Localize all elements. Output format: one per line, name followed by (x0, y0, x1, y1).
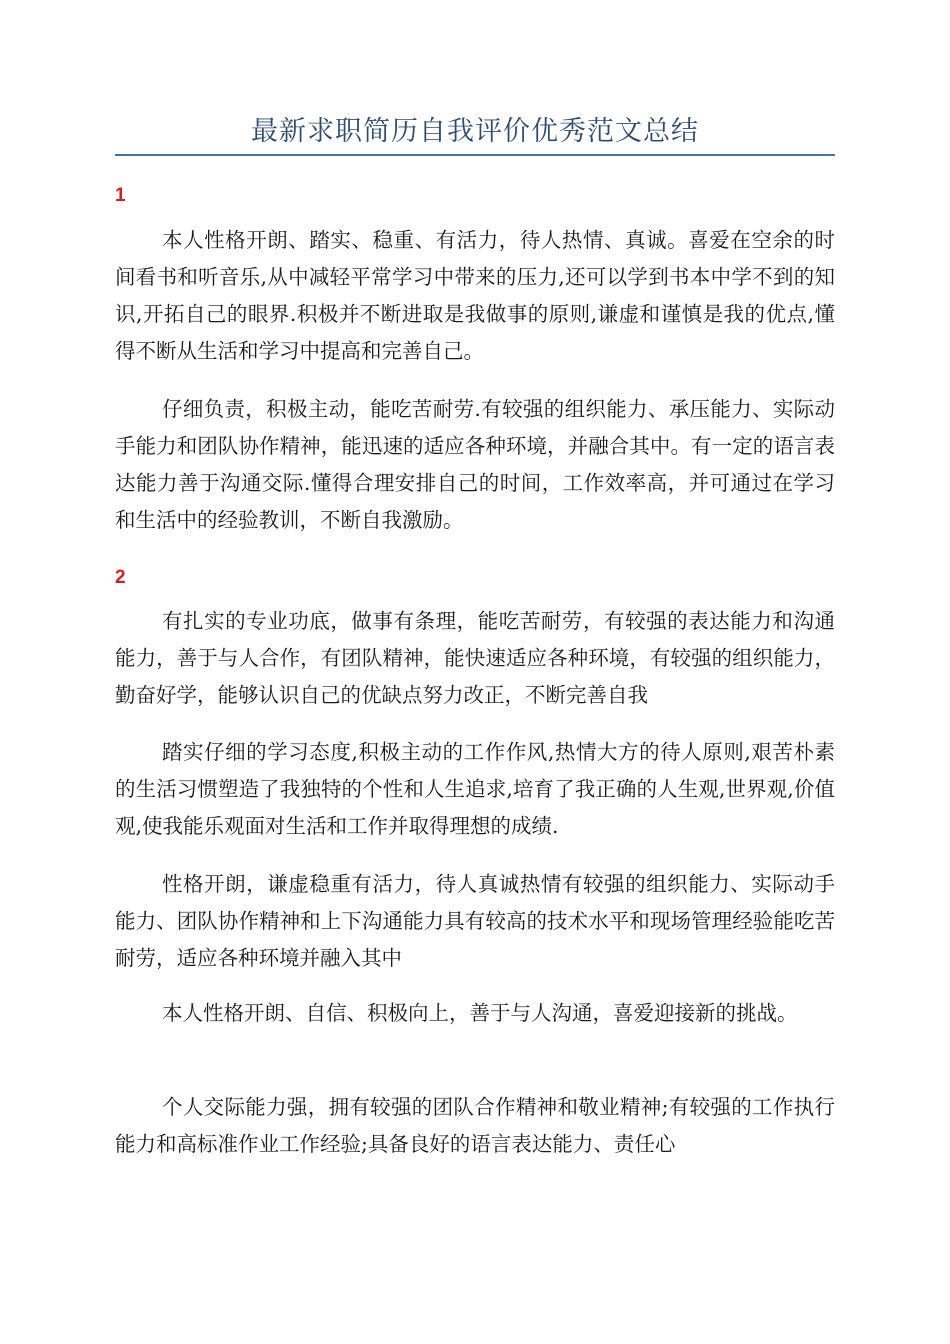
section-1-paragraph-1: 本人性格开朗、踏实、稳重、有活力，待人热情、真诚。喜爱在空余的时间看书和听音乐,从中减轻平常学习中带来的压力,还可以学到书本中学不到的知识,开拓自己的眼界.积极并不断进取是我做事的原则,谦虚和谨慎是我的优点,懂得不断从生活和学习中提高和完善自己。 (115, 228, 835, 363)
section-1-paragraph-2: 仔细负责，积极主动，能吃苦耐劳.有较强的组织能力、承压能力、实际动手能力和团队协作精神，能迅速的适应各种环境，并融合其中。有一定的语言表达能力善于沟通交际.懂得合理安排自己的时间，工作效率高，并可通过在学习和生活中的经验教训，不断自我激励。 (115, 397, 835, 532)
section-number-1: 1 (115, 185, 126, 206)
section-2-paragraph-4: 本人性格开朗、自信、积极向上，善于与人沟通，喜爱迎接新的挑战。 (162, 1001, 798, 1025)
section-2-paragraph-3: 性格开朗，谦虚稳重有活力，待人真诚热情有较强的组织能力、实际动手能力、团队协作精神和上下沟通能力具有较高的技术水平和现场管理经验能吃苦耐劳，适应各种环境并融入其中 (115, 872, 835, 970)
section-2-paragraph-2: 踏实仔细的学习态度,积极主动的工作作风,热情大方的待人原则,艰苦朴素的生活习惯塑造了我独特的个性和人生追求,培育了我正确的人生观,世界观,价值观,使我能乐观面对生活和工作并取得理想的成绩. (115, 740, 835, 838)
section-number-2: 2 (115, 567, 126, 588)
section-2-paragraph-1: 有扎实的专业功底，做事有条理，能吃苦耐劳，有较强的表达能力和沟通能力，善于与人合作，有团队精神，能快速适应各种环境，有较强的组织能力，勤奋好学，能够认识自己的优缺点努力改正，不断完善自我 (115, 609, 835, 707)
title-underline (115, 154, 835, 156)
section-2-paragraph-5: 个人交际能力强，拥有较强的团队合作精神和敬业精神;有较强的工作执行能力和高标准作业工作经验;具备良好的语言表达能力、责任心 (115, 1095, 835, 1156)
document-title: 最新求职简历自我评价优秀范文总结 (251, 116, 699, 147)
